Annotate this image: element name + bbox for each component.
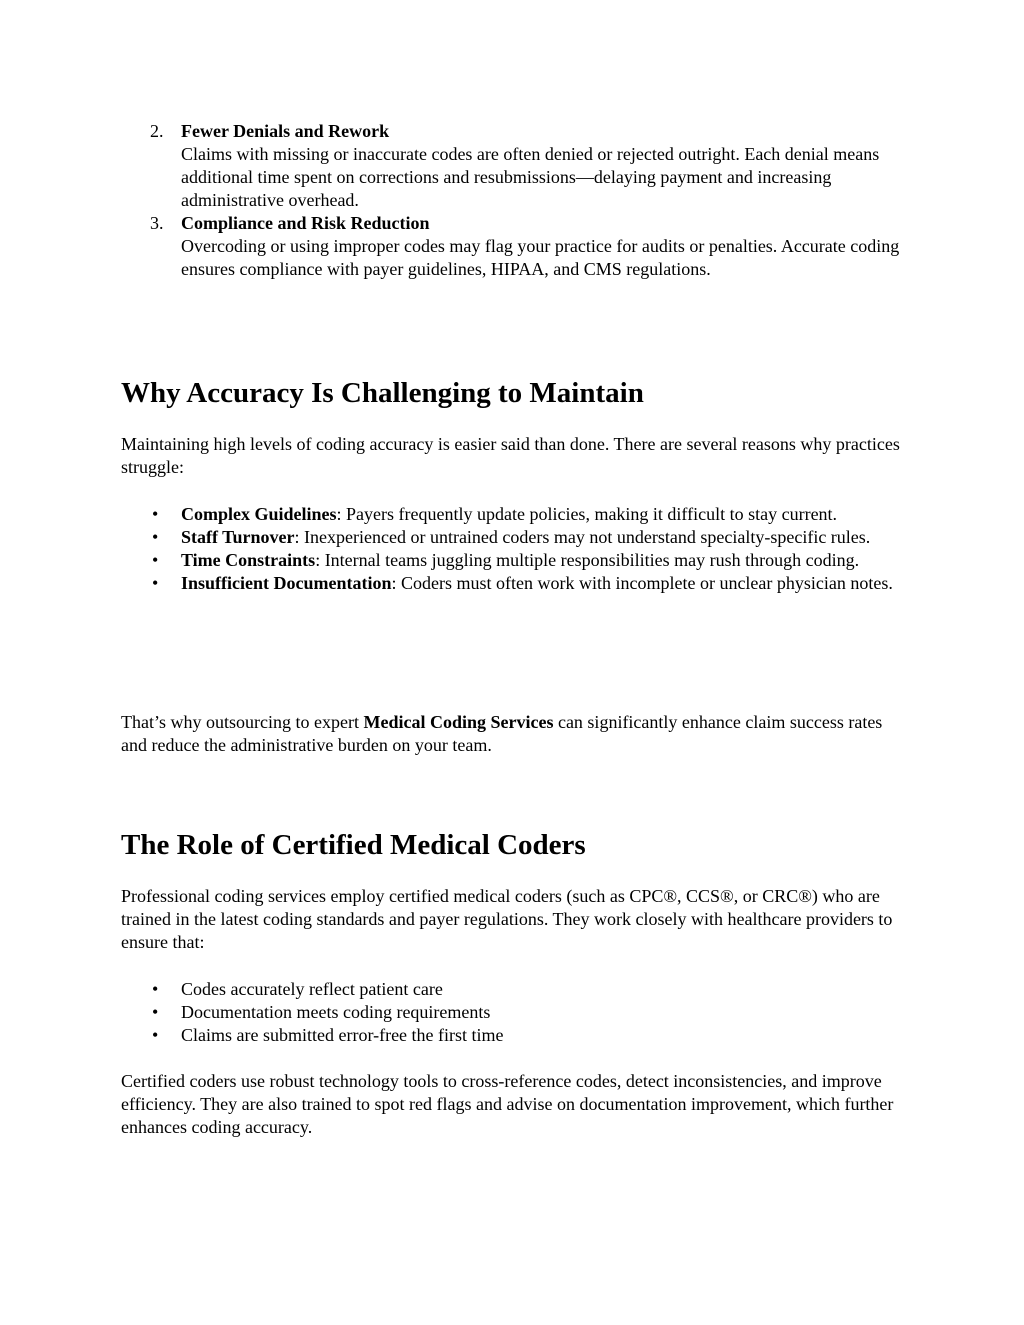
bullet-icon: • (152, 527, 159, 547)
section-intro: Maintaining high levels of coding accuracy is easier said than done. There are several reasons why practices struggle: (121, 434, 900, 477)
bullet-icon: • (152, 573, 159, 593)
list-item (0, 212, 911, 281)
numbered-list (0, 120, 1024, 281)
bullet-item (0, 978, 911, 1001)
bullet-text: : Payers frequently update policies, making it difficult to stay current. (336, 504, 838, 524)
bullet-item (0, 526, 911, 549)
bullet-item (0, 572, 911, 595)
bullet-icon: • (152, 1025, 159, 1045)
list-item-title: Compliance and Risk Reduction (181, 213, 430, 233)
section-heading: The Role of Certified Medical Coders (121, 829, 586, 861)
bullet-text: Claims are submitted error-free the first time (181, 1025, 504, 1045)
bullet-icon: • (152, 979, 159, 999)
list-item-body: Claims with missing or inaccurate codes are often denied or rejected outright. Each denial means additional time spent on corrections and resubmissions—delaying payment and increasing administrative overhead. (181, 144, 880, 210)
section-heading: Why Accuracy Is Challenging to Maintain (121, 377, 644, 409)
section-closing: Certified coders use robust technology tools to cross-reference codes, detect inconsistencies, and improve efficiency. They are also trained to spot red flags and advise on documentation improvement, which further enhances coding accuracy. (121, 1071, 894, 1137)
bullet-text: : Internal teams juggling multiple responsibilities may rush through coding. (315, 550, 860, 570)
bullet-item (0, 503, 911, 526)
list-number: 2. (150, 121, 164, 141)
closing-text-before: That’s why outsourcing to expert (121, 712, 364, 732)
bullet-list (0, 978, 1024, 1047)
bullet-icon: • (152, 550, 159, 570)
list-item-body: Overcoding or using improper codes may flag your practice for audits or penalties. Accurate coding ensures compliance with payer guidelines, HIPAA, and CMS regulations. (181, 236, 900, 279)
bullet-item (0, 1001, 911, 1024)
bullet-icon: • (152, 504, 159, 524)
bullet-list (0, 503, 1024, 595)
bullet-text: : Coders must often work with incomplete or unclear physician notes. (391, 573, 893, 593)
bullet-text: : Inexperienced or untrained coders may not understand specialty-specific rules. (294, 527, 871, 547)
bullet-term: Time Constraints (181, 550, 316, 570)
bullet-text: Codes accurately reflect patient care (181, 979, 443, 999)
bullet-term: Insufficient Documentation (181, 573, 392, 593)
list-number: 3. (150, 213, 164, 233)
list-item (0, 120, 911, 212)
section-closing (121, 711, 911, 757)
bullet-term: Complex Guidelines (181, 504, 337, 524)
bullet-icon: • (152, 1002, 159, 1022)
bullet-item (0, 549, 911, 572)
list-item-title: Fewer Denials and Rework (181, 121, 390, 141)
closing-text-after: can significantly enhance claim success rates and reduce the administrative burden on your team. (121, 712, 883, 755)
closing-bold-text: Medical Coding Services (363, 712, 554, 732)
bullet-item (0, 1024, 911, 1047)
section-intro: Professional coding services employ certified medical coders (such as CPC®, CCS®, or CRC®) who are trained in the latest coding standards and payer regulations. They work closely with healthcare providers to ensure that: (121, 886, 893, 952)
bullet-text: Documentation meets coding requirements (181, 1002, 491, 1022)
bullet-term: Staff Turnover (181, 527, 295, 547)
